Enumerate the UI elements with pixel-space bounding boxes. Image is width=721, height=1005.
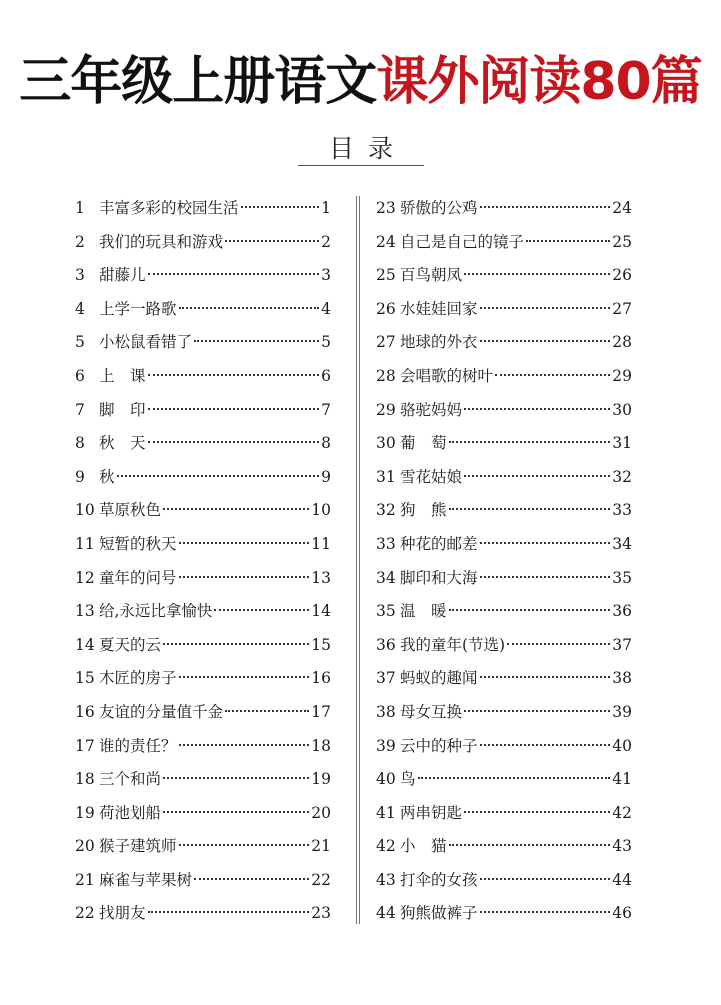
entry-number: 27: [376, 333, 396, 352]
entry-page-number: 14: [311, 602, 331, 621]
entry-title: 甜藤儿: [99, 266, 146, 285]
entry-page-number: 40: [612, 736, 632, 755]
entry-title: 上 课: [99, 366, 146, 385]
toc-entry: [75, 562, 331, 596]
entry-title: 会唱歌的树叶: [400, 366, 494, 385]
entry-page-number: 6: [321, 366, 331, 385]
entry-page-number: 4: [321, 299, 331, 318]
dot-leader: [225, 710, 309, 712]
entry-title: 地球的外衣: [400, 333, 478, 352]
entry-page-number: 19: [311, 770, 331, 789]
dot-leader: [507, 643, 610, 645]
dot-leader: [163, 643, 309, 645]
entry-number: 25: [376, 266, 396, 285]
entry-number: 1: [75, 199, 85, 217]
dot-leader: [495, 374, 610, 376]
title-part-black: 三年级上册语文: [19, 52, 377, 112]
entry-number: 11: [75, 534, 95, 553]
toc-entry: [376, 427, 632, 461]
entry-number: 31: [376, 467, 396, 486]
entry-number: 34: [376, 568, 396, 587]
entry-page-number: 20: [311, 803, 331, 822]
entry-page-number: 46: [612, 904, 632, 923]
entry-title: 母女互换: [400, 702, 463, 721]
dot-leader: [464, 408, 610, 410]
toc-entry: [376, 293, 632, 327]
dot-leader: [179, 744, 310, 746]
toc-entry: [75, 192, 331, 226]
entry-title: 友谊的分量值千金: [99, 702, 224, 721]
entry-number: 28: [376, 366, 396, 385]
toc-entry: [75, 763, 331, 797]
dot-leader: [214, 609, 309, 611]
entry-page-number: 9: [321, 467, 331, 486]
entry-title: 小松鼠看错了: [99, 333, 193, 352]
dot-leader: [464, 273, 610, 275]
entry-page-number: 2: [321, 232, 331, 251]
entry-number: 6: [75, 366, 85, 385]
entry-title: 麻雀与苹果树: [99, 870, 193, 889]
entry-number: 15: [75, 669, 95, 688]
entry-title: 骆驼妈妈: [400, 400, 463, 419]
entry-page-number: 21: [311, 837, 331, 856]
entry-number: 36: [376, 635, 396, 654]
dot-leader: [480, 307, 611, 309]
entry-title: 温 暖: [400, 602, 447, 621]
entry-title: 上学一路歌: [99, 299, 177, 318]
dot-leader: [449, 844, 611, 846]
toc-entry: [376, 259, 632, 293]
entry-page-number: 8: [321, 434, 331, 453]
entry-number: 33: [376, 534, 396, 553]
entry-page-number: 13: [311, 568, 331, 587]
entry-title: 童年的问号: [99, 568, 177, 587]
dot-leader: [194, 878, 309, 880]
dot-leader: [148, 441, 320, 443]
dot-leader: [148, 273, 320, 275]
entry-page-number: 42: [612, 803, 632, 822]
entry-number: 26: [376, 299, 396, 318]
entry-title: 雪花姑娘: [400, 467, 463, 486]
entry-title: 两串钥匙: [400, 803, 463, 822]
toc-entry: [75, 830, 331, 864]
entry-number: 40: [376, 770, 396, 789]
toc-entry: [376, 461, 632, 495]
toc-entry: [75, 730, 331, 764]
entry-title: 狗 熊: [400, 501, 447, 520]
entry-page-number: 10: [311, 501, 331, 520]
dot-leader: [480, 744, 611, 746]
entry-page-number: 33: [612, 501, 632, 520]
entry-page-number: 36: [612, 602, 632, 621]
dot-leader: [117, 475, 320, 477]
entry-page-number: 31: [612, 434, 632, 453]
dot-leader: [163, 508, 309, 510]
entry-title: 草原秋色: [99, 501, 162, 520]
entry-title: 短暂的秋天: [99, 534, 177, 553]
dot-leader: [179, 576, 310, 578]
entry-page-number: 44: [612, 870, 632, 889]
dot-leader: [418, 777, 611, 779]
toc-entry: [376, 562, 632, 596]
entry-number: 41: [376, 803, 396, 822]
entry-number: 12: [75, 568, 95, 587]
dot-leader: [179, 307, 320, 309]
toc-entry: [376, 595, 632, 629]
toc-entry: [376, 629, 632, 663]
entry-number: 13: [75, 602, 95, 621]
entry-page-number: 39: [612, 702, 632, 721]
toc-left-column: [75, 192, 331, 931]
entry-title: 秋 天: [99, 434, 146, 453]
dot-leader: [163, 811, 309, 813]
entry-number: 2: [75, 232, 85, 251]
entry-title: 猴子建筑师: [99, 837, 177, 856]
toc-entry: [75, 226, 331, 260]
toc-entry: [75, 528, 331, 562]
entry-number: 8: [75, 434, 85, 453]
toc-entry: [75, 360, 331, 394]
entry-title: 狗熊做裤子: [400, 904, 478, 923]
entry-title: 葡 萄: [400, 434, 447, 453]
entry-title: 鸟: [400, 770, 416, 789]
entry-title: 丰富多彩的校园生活: [99, 199, 239, 217]
entry-page-number: 43: [612, 837, 632, 856]
entry-title: 三个和尚: [99, 770, 162, 789]
toc-entry: [75, 326, 331, 360]
dot-leader: [480, 911, 611, 913]
toc-entry: [75, 427, 331, 461]
entry-title: 找朋友: [99, 904, 146, 923]
entry-number: 38: [376, 702, 396, 721]
entry-page-number: 27: [612, 299, 632, 318]
dot-leader: [179, 676, 310, 678]
entry-title: 我们的玩具和游戏: [99, 232, 224, 251]
entry-title: 夏天的云: [99, 635, 162, 654]
dot-leader: [480, 206, 611, 208]
entry-title: 骄傲的公鸡: [400, 199, 478, 217]
entry-number: 23: [376, 199, 396, 217]
entry-page-number: 1: [321, 199, 331, 217]
dot-leader: [179, 844, 310, 846]
toc-entry: [376, 830, 632, 864]
dot-leader: [480, 878, 611, 880]
toc-entry: [75, 797, 331, 831]
dot-leader: [480, 576, 611, 578]
dot-leader: [449, 508, 611, 510]
entry-page-number: 30: [612, 400, 632, 419]
toc-entry: [75, 259, 331, 293]
dot-leader: [480, 676, 611, 678]
dot-leader: [526, 240, 610, 242]
entry-page-number: 41: [612, 770, 632, 789]
column-divider: [356, 196, 360, 924]
toc-right-column: [376, 192, 632, 931]
entry-number: 20: [75, 837, 95, 856]
entry-number: 19: [75, 803, 95, 822]
dot-leader: [148, 408, 320, 410]
entry-title: 我的童年(节选): [400, 635, 506, 654]
entry-page-number: 22: [311, 870, 331, 889]
toc-entry: [376, 494, 632, 528]
entry-page-number: 5: [321, 333, 331, 352]
entry-title: 百鸟朝凤: [400, 266, 463, 285]
entry-title: 小 猫: [400, 837, 447, 856]
dot-leader: [148, 911, 310, 913]
entry-page-number: 32: [612, 467, 632, 486]
toc-entry: [376, 662, 632, 696]
entry-title: 脚 印: [99, 400, 146, 419]
dot-leader: [241, 206, 320, 208]
entry-page-number: 28: [612, 333, 632, 352]
entry-page-number: 3: [321, 266, 331, 285]
dot-leader: [464, 710, 610, 712]
entry-number: 7: [75, 400, 85, 419]
title-part-red: 课外阅读80篇: [376, 52, 702, 112]
dot-leader: [480, 340, 611, 342]
toc-entry: [376, 897, 632, 931]
entry-number: 22: [75, 904, 95, 923]
entry-page-number: 16: [311, 669, 331, 688]
entry-title: 蚂蚁的趣闻: [400, 669, 478, 688]
entry-title: 水娃娃回家: [400, 299, 478, 318]
entry-title: 脚印和大海: [400, 568, 478, 587]
entry-title: 荷池划船: [99, 803, 162, 822]
entry-number: 9: [75, 467, 85, 486]
entry-number: 42: [376, 837, 396, 856]
dot-leader: [163, 777, 309, 779]
toc-heading: 目录: [328, 134, 407, 163]
entry-number: 44: [376, 904, 396, 923]
entry-page-number: 15: [311, 635, 331, 654]
toc-entry: [376, 763, 632, 797]
toc-entry: [75, 461, 331, 495]
dot-leader: [449, 609, 611, 611]
toc-entry: [75, 864, 331, 898]
toc-entry: [376, 326, 632, 360]
entry-page-number: 25: [612, 232, 632, 251]
entry-number: 16: [75, 702, 95, 721]
entry-number: 43: [376, 870, 396, 889]
entry-title: 打伞的女孩: [400, 870, 478, 889]
entry-title: 木匠的房子: [99, 669, 177, 688]
entry-number: 4: [75, 299, 85, 318]
toc-entry: [75, 494, 331, 528]
toc-entry: [75, 897, 331, 931]
entry-page-number: 11: [311, 534, 331, 553]
entry-number: 37: [376, 669, 396, 688]
toc-entry: [376, 226, 632, 260]
dot-leader: [464, 811, 610, 813]
toc-entry: [75, 293, 331, 327]
toc-entry: [376, 394, 632, 428]
dot-leader: [194, 340, 319, 342]
heading-underline: [298, 165, 424, 166]
entry-number: 17: [75, 736, 95, 755]
dot-leader: [225, 240, 319, 242]
entry-page-number: 24: [612, 199, 632, 217]
toc-entry: [75, 394, 331, 428]
entry-number: 32: [376, 501, 396, 520]
entry-title: 秋: [99, 467, 115, 486]
entry-page-number: 38: [612, 669, 632, 688]
entry-number: 39: [376, 736, 396, 755]
entry-number: 21: [75, 870, 95, 889]
toc-entry: [75, 595, 331, 629]
entry-number: 30: [376, 434, 396, 453]
toc-entry: [376, 730, 632, 764]
entry-page-number: 26: [612, 266, 632, 285]
dot-leader: [148, 374, 320, 376]
dot-leader: [179, 542, 310, 544]
entry-number: 24: [376, 232, 396, 251]
entry-number: 10: [75, 501, 95, 520]
toc-entry: [376, 192, 632, 226]
entry-page-number: 37: [612, 635, 632, 654]
page-title: [0, 46, 721, 118]
entry-page-number: 29: [612, 366, 632, 385]
entry-title: 种花的邮差: [400, 534, 478, 553]
toc-entry: [376, 797, 632, 831]
entry-page-number: 35: [612, 568, 632, 587]
entry-page-number: 18: [311, 736, 331, 755]
entry-page-number: 17: [311, 702, 331, 721]
toc-entry: [376, 528, 632, 562]
entry-page-number: 23: [311, 904, 331, 923]
dot-leader: [449, 441, 611, 443]
entry-page-number: 7: [321, 400, 331, 419]
entry-title: 云中的种子: [400, 736, 478, 755]
dot-leader: [464, 475, 610, 477]
toc-entry: [376, 360, 632, 394]
entry-number: 29: [376, 400, 396, 419]
entry-title: 自己是自己的镜子: [400, 232, 525, 251]
entry-number: 5: [75, 333, 85, 352]
entry-page-number: 34: [612, 534, 632, 553]
entry-title: 给,永远比拿愉快: [99, 602, 213, 621]
toc-entry: [75, 696, 331, 730]
entry-number: 3: [75, 266, 85, 285]
dot-leader: [480, 542, 611, 544]
entry-number: 35: [376, 602, 396, 621]
entry-number: 18: [75, 770, 95, 789]
toc-entry: [376, 696, 632, 730]
entry-number: 14: [75, 635, 95, 654]
entry-title: 谁的责任？: [99, 736, 177, 755]
toc-entry: [75, 662, 331, 696]
toc-entry: [376, 864, 632, 898]
toc-entry: [75, 629, 331, 663]
